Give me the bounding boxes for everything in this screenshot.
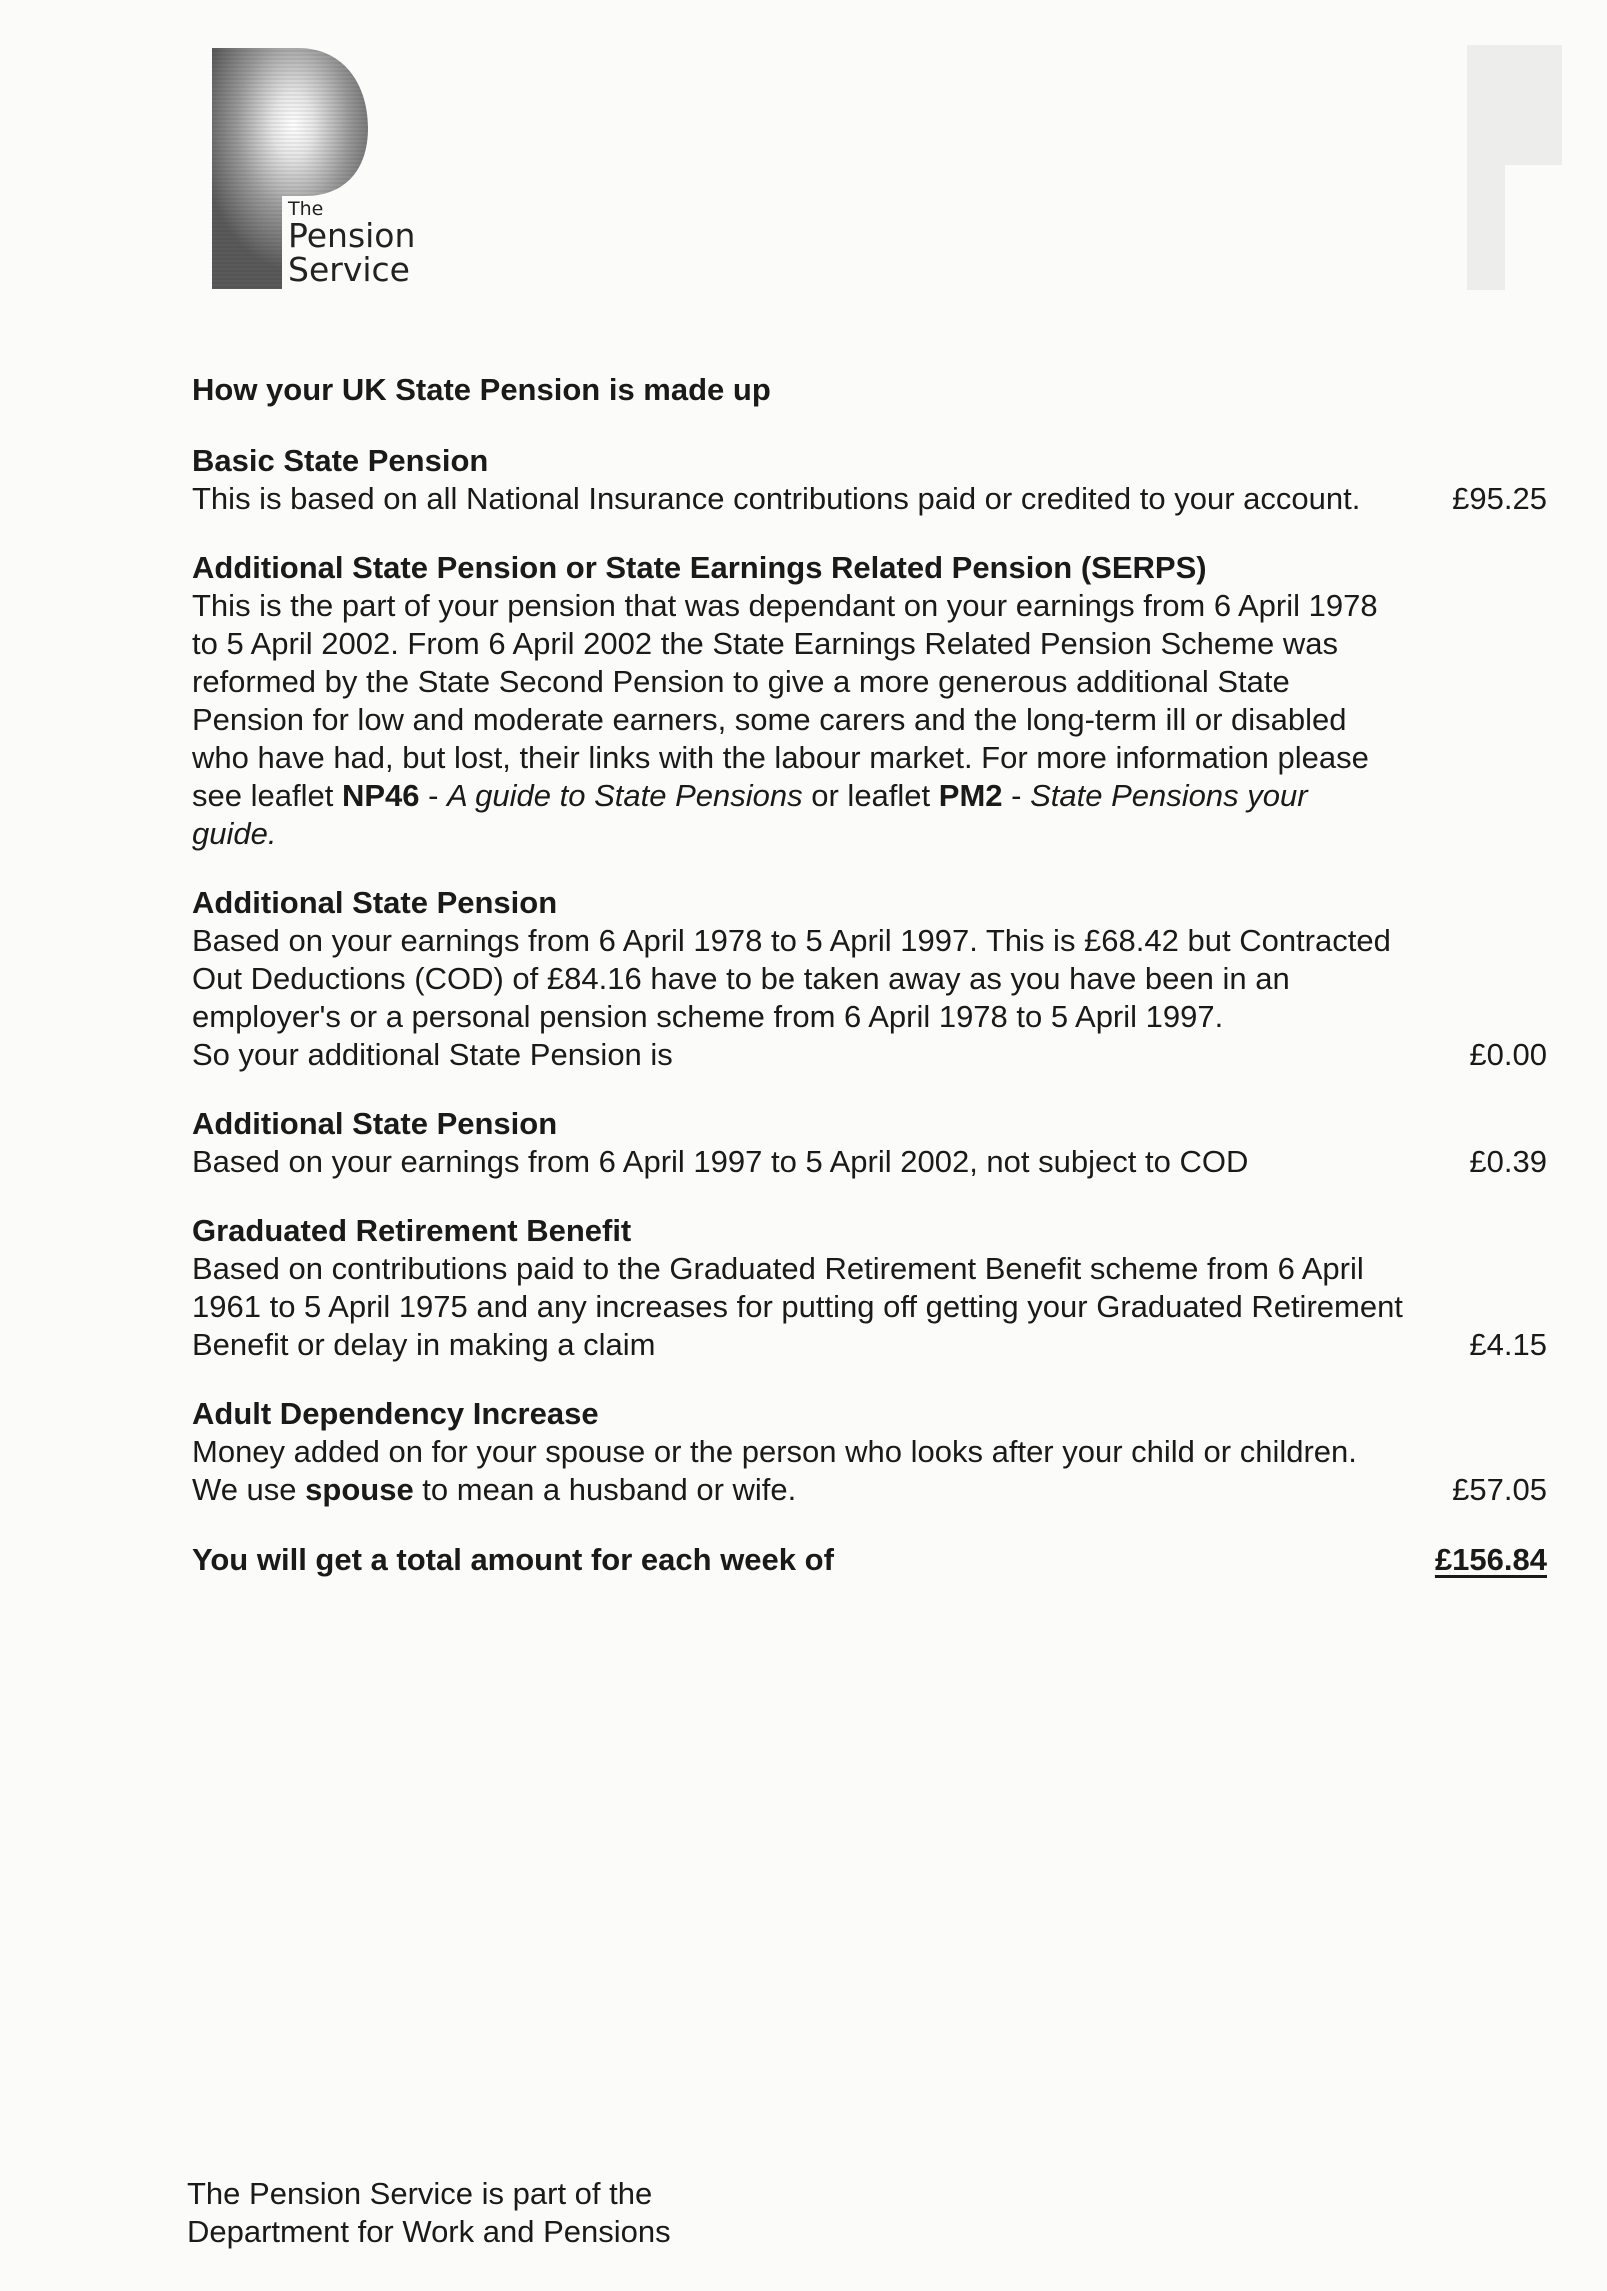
section-body: This is based on all National Insurance contributions paid or credited to your account.: [192, 481, 1361, 516]
show-through-logo: [1467, 45, 1577, 290]
section-body: Based on your earnings from 6 April 1978 to 5 April 1997. This is £68.42 but Contracted Out Deductions (COD) of £84.16 have to be taken away as you have been in an employer's or a personal pension scheme from 6 April 1978 to 5 April 1997.: [192, 923, 1391, 1034]
footer-line-2: Department for Work and Pensions: [187, 2214, 671, 2249]
body-text: Money added on for your spouse or the person who looks after your child or children. We use: [192, 1434, 1357, 1507]
section-heading: Adult Dependency Increase: [192, 1396, 599, 1431]
body-text: This is the part of your pension that was dependant on your earnings from 6 April 1978 to 5 April 2002. From 6 April 2002 the State Earnings Related Pension Scheme was reformed by the State Second Pension to give a more generous additional State Pension for low and moderate earners, some carers and the long-term ill or disabled who have had, but lost, their links with the labour market. For more information please see leaflet: [192, 588, 1378, 813]
section-heading: Basic State Pension: [192, 443, 489, 478]
section-body: Based on your earnings from 6 April 1997 to 5 April 2002, not subject to COD: [192, 1144, 1249, 1179]
body-text: -: [1002, 778, 1031, 813]
body-text: or leaflet: [802, 778, 939, 813]
logo-service: Service: [288, 250, 410, 290]
section-amount: £95.25: [1452, 481, 1547, 516]
section-body: [192, 1433, 1407, 1509]
body-text: to mean a husband or wife.: [413, 1472, 797, 1507]
logo-the: The: [288, 198, 324, 220]
section-serps: [192, 549, 1547, 853]
section-basic-state-pension: [192, 442, 1547, 518]
logo-pension: Pension: [288, 216, 416, 256]
section-body: Based on contributions paid to the Graduated Retirement Benefit scheme from 6 April 1961 to 5 April 1975 and any increases for putting off getting your Graduated Retirement Benefit or delay in making a claim: [192, 1251, 1403, 1362]
leaflet-np46: NP46: [341, 778, 420, 813]
footer-line-1: The Pension Service is part of the: [187, 2176, 653, 2211]
total-label: You will get a total amount for each week of: [192, 1542, 834, 1577]
body-text: -: [419, 778, 448, 813]
section-heading: Graduated Retirement Benefit: [192, 1213, 632, 1248]
section-body-summary: So your additional State Pension is: [192, 1037, 673, 1072]
section-adult-dependency-increase: [192, 1395, 1547, 1509]
footer: [187, 2175, 671, 2251]
section-heading: Additional State Pension: [192, 1106, 558, 1141]
leaflet-pm2-title: State Pensions your guide.: [192, 778, 1308, 851]
section-heading: Additional State Pension: [192, 885, 558, 920]
section-graduated-retirement-benefit: [192, 1212, 1547, 1364]
section-amount: £0.39: [1469, 1144, 1547, 1179]
spouse-term: spouse: [305, 1472, 414, 1507]
section-amount: £4.15: [1469, 1327, 1547, 1362]
leaflet-pm2: PM2: [938, 778, 1003, 813]
section-additional-state-pension-1997: [192, 1105, 1547, 1181]
section-amount: £57.05: [1452, 1472, 1547, 1507]
section-body: [192, 587, 1397, 853]
total-amount: £156.84: [1434, 1542, 1547, 1577]
leaflet-np46-title: A guide to State Pensions: [447, 778, 803, 813]
section-heading: Additional State Pension or State Earnings Related Pension (SERPS): [192, 550, 1207, 585]
pension-service-logo: [210, 46, 445, 291]
section-additional-state-pension-1978: [192, 884, 1547, 1074]
weekly-total: [192, 1540, 1547, 1580]
pension-breakdown: [192, 372, 1547, 1580]
page-title: How your UK State Pension is made up: [192, 372, 771, 407]
section-amount: £0.00: [1469, 1037, 1547, 1072]
